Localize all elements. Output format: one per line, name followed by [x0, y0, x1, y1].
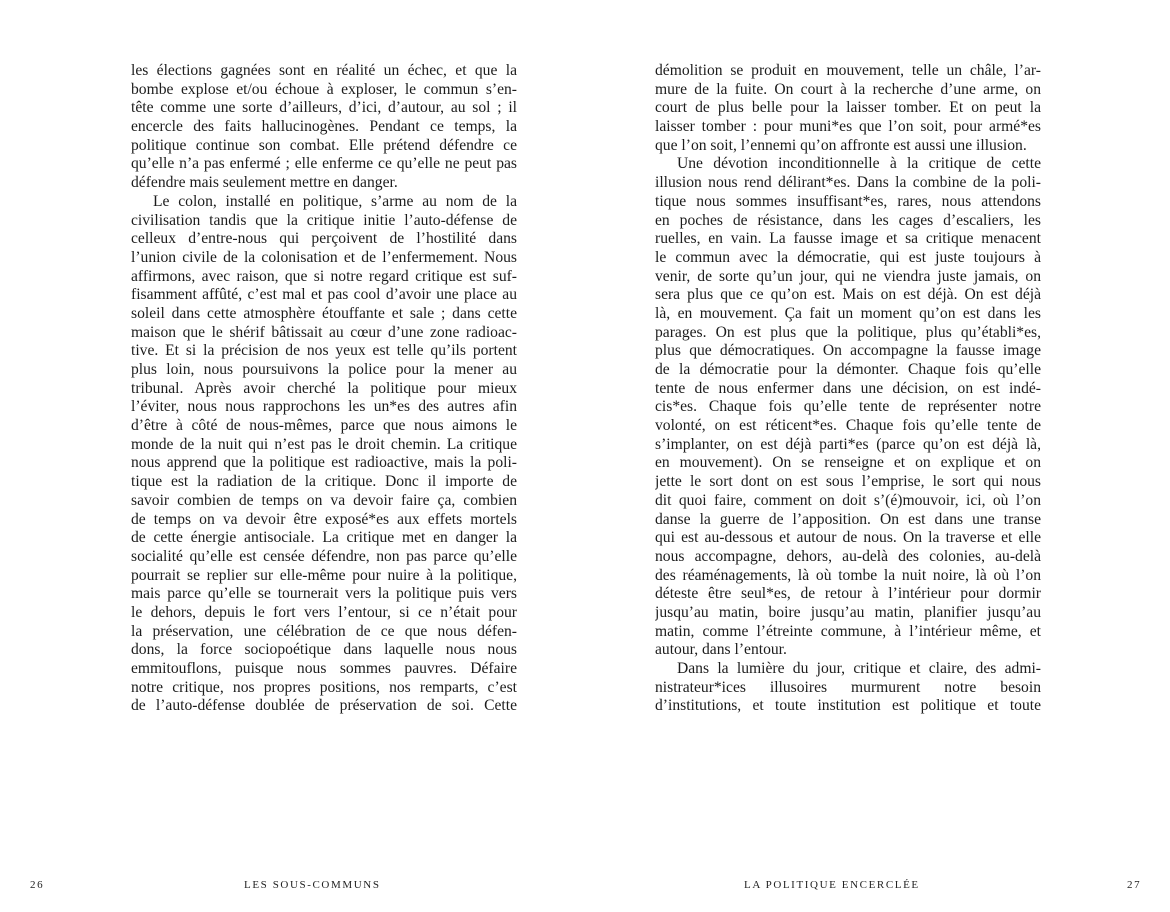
text-line: parages. On est plus que la politique, plus qu’établi*es, — [655, 323, 1041, 341]
text-line: Le colon, installé en politique, s’arme au nom de la — [153, 192, 517, 210]
text-line: affirmons, avec raison, que si notre regard critique est suf- — [131, 267, 517, 285]
text-line: volonté, on est réticent*es. Chaque fois qu’elle tente de — [655, 417, 1041, 435]
text-line: nous apprend que la politique est radioactive, mais la poli- — [131, 454, 517, 472]
text-line: monde de la nuit qui n’est pas le droit chemin. La critique — [131, 435, 517, 453]
text-line: tique nous sommes insuffisant*es, rares, nous attendons — [655, 192, 1041, 210]
text-line: savoir combien de temps on va devoir faire ça, combien — [131, 491, 517, 509]
text-line: tribunal. Après avoir cherché la politique pour mieux — [131, 379, 517, 397]
text-line: ruelles, en vain. La fausse image et sa critique menacent — [655, 230, 1041, 248]
text-line: d’institutions, et toute institution est politique et toute — [655, 697, 1041, 715]
text-line: civilisation tandis que la critique initie l’auto-défense de — [131, 211, 517, 229]
text-line: tive. Et si la précision de nos yeux est telle qu’ils portent — [131, 342, 517, 360]
text-line: illusion nous rend délirant*es. Dans la combine de la poli- — [655, 174, 1041, 192]
text-line: tente de nous enfermer dans une décision, on est indé- — [655, 379, 1041, 397]
text-line: socialité qu’elle est censée défendre, non pas parce qu’elle — [131, 547, 517, 565]
text-line: Une dévotion inconditionnelle à la critique de cette — [677, 155, 1041, 173]
text-line: emmitouflons, puisque nous sommes pauvres. Défaire — [131, 660, 517, 677]
text-line: sera plus que ce qu’on est. Mais on est déjà. On est déjà — [655, 286, 1041, 304]
left-page-number: 26 — [30, 879, 45, 891]
text-line: là, en mouvement. Ça fait un moment qu’on est dans les — [655, 304, 1041, 322]
text-line: laisser tomber : pour muni*es que l’on soit, pour armé*es — [655, 118, 1041, 136]
left-running-head: LES SOUS-COMMUNS — [244, 879, 381, 891]
right-page-number: 27 — [1127, 879, 1142, 891]
text-line: politique continue son combat. Elle prétend défendre ce — [131, 136, 517, 154]
text-line: s’implanter, on est déjà parti*es (parce qu’on est déjà là, — [655, 435, 1041, 453]
text-line: en poches de résistance, dans les cages d’escaliers, les — [655, 211, 1041, 229]
text-line: maison que le shérif bâtissait au cœur d’une zone radioac- — [131, 323, 517, 341]
text-line: tique est la radiation de la critique. Donc il importe de — [131, 473, 517, 491]
text-line: l’union civile de la colonisation et de l’enfermement. Nous — [131, 248, 517, 266]
text-line: mais parce qu’elle se tournerait vers la politique puis vers — [131, 585, 517, 603]
text-line: d’être à côté de nous-mêmes, parce que nous aimons le — [131, 417, 517, 435]
right-page-text — [655, 62, 1041, 716]
text-line: des réaménagements, là où tombe la nuit noire, là où l’on — [655, 566, 1041, 584]
text-line: venir, de sorte qu’un jour, qui ne viendra juste jamais, on — [655, 267, 1041, 285]
text-line: les élections gagnées sont en réalité un échec, et que la — [131, 62, 517, 79]
text-line: jette le sort dont on est sous l’emprise, le sort qui nous — [655, 473, 1041, 491]
text-line: l’éviter, nous nous rapprochons les un*es des autres afin — [131, 398, 517, 416]
text-line: court de plus belle pour la laisser tomber. Et on peut la — [655, 99, 1041, 117]
text-line: fisamment affûté, c’est mal et pas cool d’avoir une place au — [131, 286, 517, 304]
text-line: nous accompagne, dehors, au-delà des colonies, au-delà — [655, 547, 1041, 565]
right-running-head: LA POLITIQUE ENCERCLÉE — [744, 879, 920, 891]
text-line: tête comme une sorte d’ailleurs, d’ici, d’autour, au sol ; il — [131, 99, 517, 117]
text-line: le dehors, depuis le fort vers l’entour, si ce n’était pour — [131, 603, 517, 621]
text-line: autour, dans l’entour. — [655, 641, 787, 659]
text-line: démolition se produit en mouvement, telle un châle, l’ar- — [655, 62, 1041, 79]
text-line: nistrateur*ices illusoires murmurent notre besoin — [655, 678, 1041, 696]
text-line: de temps on va devoir être exposé*es aux effets mortels — [131, 510, 517, 528]
text-line: bombe explose et/ou échoue à exploser, le commun s’en- — [131, 80, 517, 98]
text-line: soleil dans cette atmosphère étouffante et sale ; dans cette — [131, 304, 517, 322]
text-line: danse la guerre de l’apposition. On est dans une transe — [655, 510, 1041, 528]
text-line: encercle des faits hallucinogènes. Pendant ce temps, la — [131, 118, 517, 136]
text-line: la préservation, une célébration de ce que nous défen- — [131, 622, 517, 640]
text-line: plus loin, nous poursuivons la police pour la mener au — [131, 361, 517, 378]
text-line: Dans la lumière du jour, critique et claire, des admi- — [677, 660, 1041, 677]
text-line: matin, comme l’étreinte commune, à l’intérieur même, et — [655, 622, 1041, 640]
text-line: défendre mais seulement mettre en danger. — [131, 174, 398, 192]
text-line: qu’elle n’a pas enfermé ; elle enferme ce qu’elle ne peut pas — [131, 155, 517, 173]
text-line: le commun avec la démocratie, qui est juste toujours à — [655, 248, 1041, 266]
text-line: de cette énergie antisociale. La critique met en danger la — [131, 529, 517, 547]
text-line: dons, la force sociopoétique dans laquelle nous nous — [131, 641, 517, 659]
text-line: plus que démocratiques. On accompagne la fausse image — [655, 342, 1041, 360]
text-line: de l’auto-défense doublée de préservation de soi. Cette — [131, 697, 517, 715]
text-line: en mouvement). On se renseigne et on explique et on — [655, 454, 1041, 472]
text-line: déteste être seul*es, de retour à l’intérieur pour dormir — [655, 585, 1041, 603]
text-line: notre critique, nos propres positions, nos remparts, c’est — [131, 678, 517, 696]
text-line: mure de la fuite. On court à la recherche d’une arme, on — [655, 80, 1041, 98]
text-line: de la démocratie pour la démonter. Chaque fois qu’elle — [655, 361, 1041, 378]
text-line: qui est au-dessous et autour de nous. On la traverse et elle — [655, 529, 1041, 547]
text-line: que l’on soit, l’ennemi qu’on affronte est aussi une illusion. — [655, 136, 1027, 154]
text-line: dit quoi faire, comment on doit s’(é)mouvoir, ici, où l’on — [655, 491, 1041, 509]
text-line: cis*es. Chaque fois qu’elle tente de représenter notre — [655, 398, 1041, 416]
left-page-text — [131, 62, 517, 716]
text-line: jusqu’au matin, boire jusqu’au matin, planifier jusqu’au — [655, 603, 1041, 621]
text-line: pourrait se replier sur elle-même pour nuire à la politique, — [131, 566, 517, 584]
text-line: celleux d’entre-nous qui perçoivent de l’hostilité dans — [131, 230, 517, 248]
